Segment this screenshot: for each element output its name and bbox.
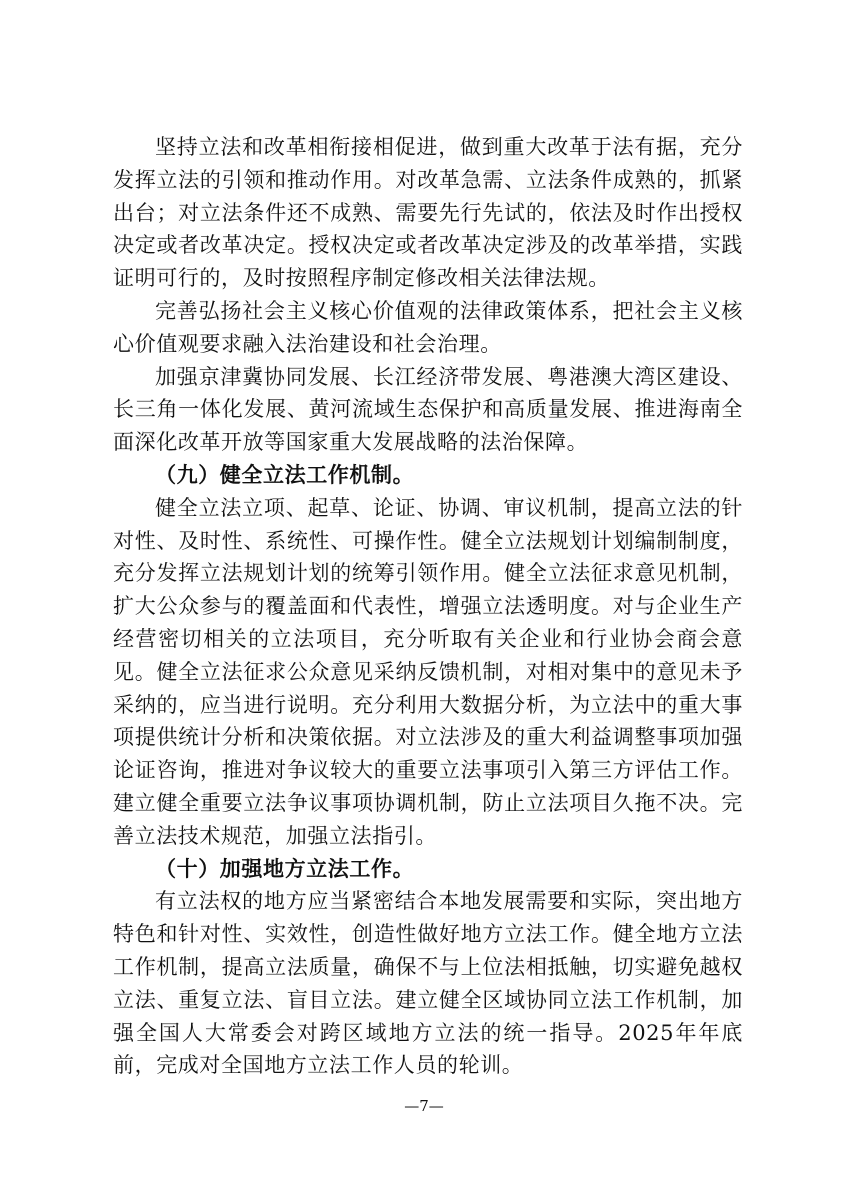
body-text [113, 131, 743, 1082]
paragraph-national-strategies: 加强京津冀协同发展、长江经济带发展、粤港澳大湾区建设、长三角一体化发展、黄河流域生态保护和高质量发展、推进海南全面深化改革开放等国家重大发展战略的法治保障。 [113, 364, 743, 455]
page-number: —7— [404, 1097, 444, 1115]
paragraph-local-legislation: 有立法权的地方应当紧密结合本地发展需要和实际，突出地方特色和针对性、实效性，创造性做好地方立法工作。健全地方立法工作机制，提高立法质量，确保不与上位法相抵触，切实避免越权立法、重复立法、盲目立法。建立健全区域协同立法工作机制，加强全国人大常委会对跨区域地方立法的统一指导。2025年年底前，完成对全国地方立法工作人员的轮训。 [113, 889, 743, 1078]
paragraph-legislative-mechanism: 健全立法立项、起草、论证、协调、审议机制，提高立法的针对性、及时性、系统性、可操作性。健全立法规划计划编制制度，充分发挥立法规划计划的统筹引领作用。健全立法征求意见机制，扩大公众参与的覆盖面和代表性，增强立法透明度。对与企业生产经营密切相关的立法项目，充分听取有关企业和行业协会商会意见。健全立法征求公众意见采纳反馈机制，对相对集中的意见未予采纳的，应当进行说明。充分利用大数据分析，为立法中的重大事项提供统计分析和决策依据。对立法涉及的重大利益调整事项加强论证咨询，推进对争议较大的重要立法事项引入第三方评估工作。建立健全重要立法争议事项协调机制，防止立法项目久拖不决。完善立法技术规范，加强立法指引。 [113, 495, 743, 848]
section-heading-10: （十）加强地方立法工作。 [155, 855, 415, 881]
paragraph-reform-legislation: 坚持立法和改革相衔接相促进，做到重大改革于法有据，充分发挥立法的引领和推动作用。对改革急需、立法条件成熟的，抓紧出台；对立法条件还不成熟、需要先行先试的，依法及时作出授权决定或者改革决定。授权决定或者改革决定涉及的改革举措，实践证明可行的，及时按照程序制定修改相关法律法规。 [113, 135, 743, 291]
paragraph-core-values: 完善弘扬社会主义核心价值观的法律政策体系，把社会主义核心价值观要求融入法治建设和社会治理。 [113, 298, 743, 356]
section-heading-9: （九）健全立法工作机制。 [155, 461, 415, 487]
